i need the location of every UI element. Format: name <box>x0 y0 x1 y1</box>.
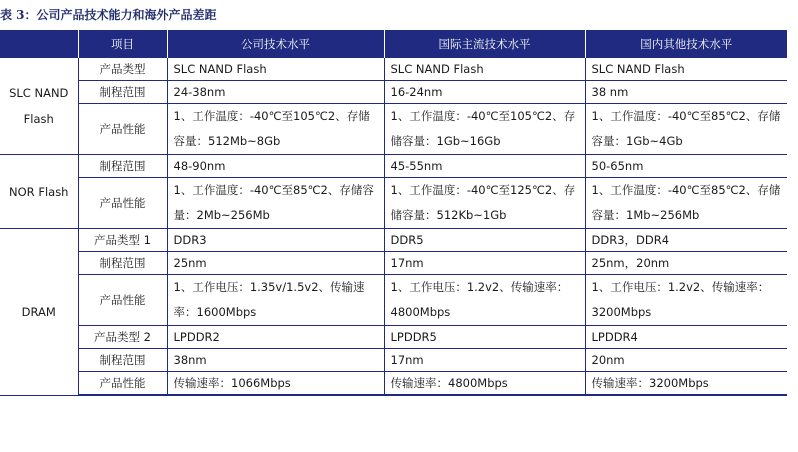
value-cell: 20nm <box>585 349 787 372</box>
value-cell: SLC NAND Flash <box>585 58 787 81</box>
item-cell: 产品性能 <box>78 104 167 155</box>
value-cell: LPDDR2 <box>167 326 384 349</box>
value-cell: 38nm <box>167 349 384 372</box>
header-cell: 国际主流技术水平 <box>384 30 585 58</box>
value-cell: 24-38nm <box>167 81 384 104</box>
table-row <box>0 349 787 372</box>
table-row <box>0 252 787 275</box>
value-cell: 38 nm <box>585 81 787 104</box>
value-cell: 25nm <box>167 252 384 275</box>
table-title: 表 3：公司产品技术能力和海外产品差距 <box>0 8 217 22</box>
table-row <box>0 372 787 396</box>
item-cell: 产品类型 1 <box>78 229 167 252</box>
value-cell: 50-65nm <box>585 155 787 178</box>
table-row <box>0 275 787 326</box>
item-cell: 产品性能 <box>78 372 167 396</box>
value-cell: SLC NAND Flash <box>167 58 384 81</box>
value-cell: 1、工作电压：1.2v2、传输速率：4800Mbps <box>384 275 585 326</box>
group-label-slc: SLC NAND Flash <box>0 58 78 155</box>
group-label-nor: NOR Flash <box>0 155 78 229</box>
value-cell: 1、工作温度：-40℃至85℃2、存储容量：1Gb~4Gb <box>585 104 787 155</box>
value-cell: 1、工作温度：-40℃至105℃2、存储容量：512Mb~8Gb <box>167 104 384 155</box>
item-cell: 产品类型 2 <box>78 326 167 349</box>
value-cell: 17nm <box>384 252 585 275</box>
value-cell: LPDDR5 <box>384 326 585 349</box>
item-cell: 制程范围 <box>78 155 167 178</box>
header-cell <box>0 30 78 58</box>
value-cell: LPDDR4 <box>585 326 787 349</box>
table-row <box>0 58 787 81</box>
value-cell: 48-90nm <box>167 155 384 178</box>
value-cell: 传输速率：4800Mbps <box>384 372 585 396</box>
table-row <box>0 81 787 104</box>
table-row <box>0 229 787 252</box>
item-cell: 制程范围 <box>78 81 167 104</box>
value-cell: 1、工作温度：-40℃至105℃2、存储容量：1Gb~16Gb <box>384 104 585 155</box>
value-cell: 1、工作温度：-40℃至125℃2、存储容量：512Kb~1Gb <box>384 178 585 229</box>
table-row <box>0 155 787 178</box>
table-row <box>0 178 787 229</box>
value-cell: 25nm，20nm <box>585 252 787 275</box>
table-row <box>0 326 787 349</box>
item-cell: 产品类型 <box>78 58 167 81</box>
header-cell: 公司技术水平 <box>167 30 384 58</box>
value-cell: SLC NAND Flash <box>384 58 585 81</box>
item-cell: 产品性能 <box>78 178 167 229</box>
header-row <box>0 30 787 58</box>
comparison-table <box>0 30 787 396</box>
value-cell: 17nm <box>384 349 585 372</box>
table-row <box>0 104 787 155</box>
value-cell: 1、工作电压：1.35v/1.5v2、传输速率：1600Mbps <box>167 275 384 326</box>
item-cell: 制程范围 <box>78 349 167 372</box>
value-cell: 1、工作电压：1.2v2、传输速率：3200Mbps <box>585 275 787 326</box>
value-cell: 45-55nm <box>384 155 585 178</box>
value-cell: DDR3，DDR4 <box>585 229 787 252</box>
value-cell: 1、工作温度：-40℃至85℃2、存储容量：1Mb~256Mb <box>585 178 787 229</box>
value-cell: 传输速率：1066Mbps <box>167 372 384 396</box>
value-cell: DDR3 <box>167 229 384 252</box>
header-cell: 国内其他技术水平 <box>585 30 787 58</box>
value-cell: 传输速率：3200Mbps <box>585 372 787 396</box>
value-cell: DDR5 <box>384 229 585 252</box>
item-cell: 产品性能 <box>78 275 167 326</box>
value-cell: 16-24nm <box>384 81 585 104</box>
group-label-dram: DRAM <box>0 229 78 396</box>
item-cell: 制程范围 <box>78 252 167 275</box>
header-cell: 项目 <box>78 30 167 58</box>
value-cell: 1、工作温度：-40℃至85℃2、存储容量：2Mb~256Mb <box>167 178 384 229</box>
